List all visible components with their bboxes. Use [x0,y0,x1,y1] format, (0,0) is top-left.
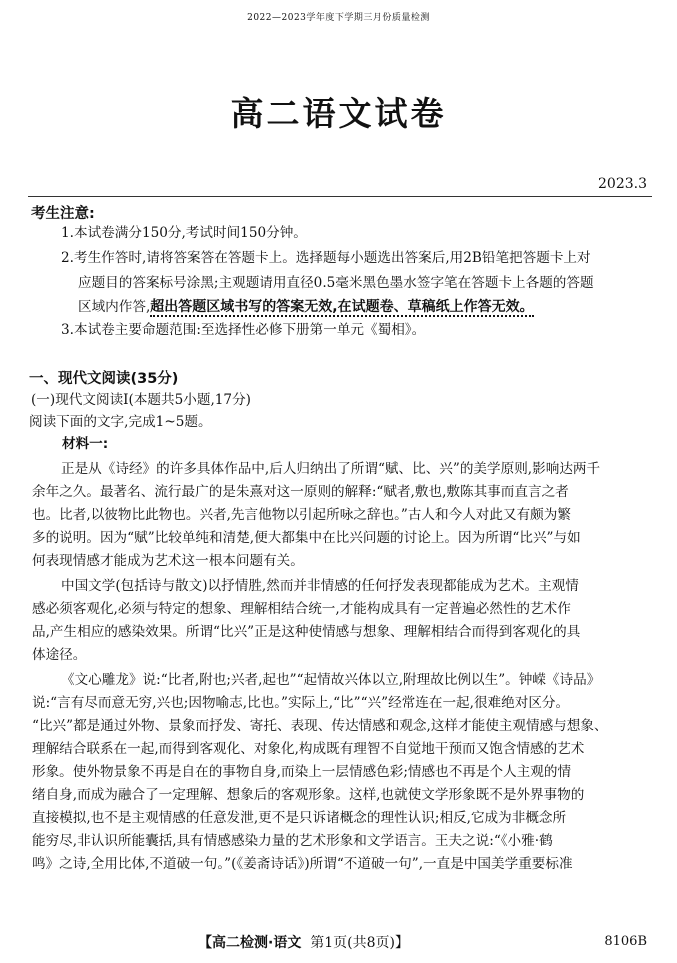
reading-instruction: 阅读下面的文字,完成1~5题。 [29,414,212,430]
passage-line: 绪自身,而成为融合了一定理解、想象后的客观形象。这样,也就使文学形象既不是外界事物的 [32,787,585,803]
notice-heading: 考生注意: [31,206,95,222]
passage-line: 正是从《诗经》的许多具体作品中,后人归纳出了所谓“赋、比、兴”的美学原则,影响达两千 [61,461,601,477]
passage-line: 中国文学(包括诗与散文)以抒情胜,然而并非情感的任何抒发表现都能成为艺术。主观情 [61,578,579,594]
page-footer [198,932,409,952]
notice-item-2-line-3-prefix: 区域内作答, [78,299,151,315]
notice-item-2-line-2: 应题目的答案标号涂黑;主观题请用直径0.5毫米黑色墨水签字笔在答题卡上各题的答题 [78,275,594,291]
notice-item-2-line-1: 2.考生作答时,请将答案答在答题卡上。选择题每小题选出答案后,用2B铅笔把答题卡上对 [61,250,591,266]
paper-code: 8106B [604,934,647,949]
passage-line: 鸣》之诗,全用比体,不道破一句。”(《姜斋诗话》)所谓“不道破一句”,一直是中国美学重要标准 [32,856,573,872]
notice-item-3: 3.本试卷主要命题范围:至选择性必修下册第一单元《蜀相》。 [61,322,426,338]
passage-line: 也。比者,以彼物比此物也。兴者,先言他物以引起所咏之辞也。”古人和今人对此又有颇为繁 [32,507,571,523]
passage-line: “比兴”都是通过外物、景象而抒发、寄托、表现、传达情感和观念,这样才能使主观情感与想象、 [32,718,608,734]
passage-line: 体途径。 [32,647,87,663]
passage-line: 形象。使外物景象不再是自在的事物自身,而染上一层情感色彩;情感也不再是个人主观的情 [32,764,572,780]
notice-item-1: 1.本试卷满分150分,考试时间150分钟。 [61,225,307,241]
footer-page-number: 第1页(共8页)】 [310,935,409,951]
passage-line: 直接模拟,也不是主观情感的任意发泄,更不是只诉诸概念的理性认识;相反,它成为非概念所 [32,810,567,826]
section-title: 一、现代文阅读(35分) [29,371,179,387]
exam-title: 2022—2023学年度下学期三月份质量检测 [247,13,430,23]
passage-line: 能穷尽,非认识所能囊括,具有情感感染力量的艺术形象和文学语言。王夫之说:“《小雅·鹤 [32,833,553,849]
passage-line: 余年之久。最著名、流行最广的是朱熹对这一原则的解释:“赋者,敷也,敷陈其事而直言之者 [32,484,569,500]
passage-line: 说:“言有尽而意无穷,兴也;因物喻志,比也。”实际上,“比”“兴”经常连在一起,很难绝对区分。 [32,695,570,711]
passage-line: 感必须客观化,必须与特定的想象、理解相结合统一,才能构成具有一定普遍必然性的艺术作 [32,601,571,617]
passage-line: 《文心雕龙》说:“比者,附也;兴者,起也”“起情故兴体以立,附理故比例以生”。钟嵘《诗品》 [61,672,601,688]
header-divider [28,196,652,197]
exam-date: 2023.3 [598,176,647,192]
passage-line: 理解结合联系在一起,而得到客观化、对象化,构成既有理智不自觉地干预而又饱含情感的艺术 [32,741,585,757]
footer-label: 【高二检测·语文 [198,935,302,951]
passage-line: 多的说明。因为“赋”比较单纯和清楚,便大都集中在比兴问题的讨论上。因为所谓“比兴”与如 [32,530,581,546]
paper-title: 高二语文试卷 [230,94,447,133]
notice-emphasis: 超出答题区域书写的答案无效,在试题卷、草稿纸上作答无效。 [150,299,534,315]
passage-line: 何表现情感才能成为艺术这一根本问题有关。 [32,553,304,569]
subsection-title: (一)现代文阅读Ⅰ(本题共5小题,17分) [31,392,251,408]
notice-item-2-line-3 [78,295,534,320]
passage-line: 品,产生相应的感染效果。所谓“比兴”正是这种使情感与想象、理解相结合而得到客观化的具 [32,624,581,640]
material-label: 材料一: [62,436,109,452]
